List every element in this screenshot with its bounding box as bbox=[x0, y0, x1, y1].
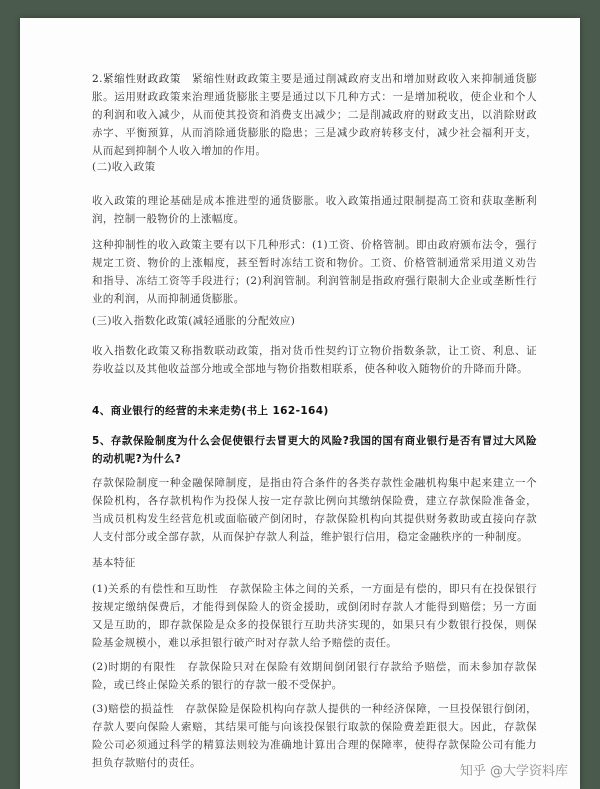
document-page bbox=[20, 18, 580, 789]
question-5: 5、存款保险制度为什么会促使银行去冒更大的风险?我国的国有商业银行是否有冒过大风险的动机呢?为什么? bbox=[92, 435, 537, 465]
heading-income-policy: (二)收入政策 bbox=[92, 161, 156, 173]
section-body: 紧缩性财政政策主要是通过削减政府支出和增加财政收入来抑制通货膨胀。运用财政政策来治理通货膨胀主要是通过以下几种方式：一是增加税收，使企业和个人的利润和收入减少，从而使其投资和消费支出减少；二是削减政府的财政支出，以消除财政赤字、平衡预算，从而消除通货膨胀的隐患；三是减少政府转移支付，减少社会福利开支，从而起到抑制个人收入增加的作用。 bbox=[92, 73, 537, 157]
feature-1: (1)关系的有偿性和互助性 存款保险主体之间的关系，一方面是有偿的，即只有在投保银行按规定缴纳保费后，才能得到保险人的资金援助，或倒闭时存款人才能得到赔偿；另一方面又是互助的，即存款保险是众多的投保银行互助共济实现的，如果只有少数银行投保，则保险基金规模小，难以承担银行破产时对存款人给予赔偿的责任。 bbox=[92, 583, 537, 649]
paragraph-income-policy-basis: 收入政策的理论基础是成本推进型的通货膨胀。收入政策指通过限制提高工资和获取垄断利润，控制一般物价的上涨幅度。 bbox=[92, 195, 537, 225]
feature-2: (2)时期的有限性 存款保险只对在保险有效期间倒闭银行存款给予赔偿，而未参加存款保险，或已终止保险关系的银行的存款一般不受保护。 bbox=[92, 661, 537, 691]
watermark: 知乎 @大学资料库 bbox=[459, 764, 568, 779]
section-title: 2.紧缩性财政政策 bbox=[92, 73, 181, 85]
heading-indexation-policy: (三)收入指数化政策(减轻通胀的分配效应) bbox=[92, 315, 296, 327]
section-contractionary-fiscal bbox=[92, 70, 537, 160]
paragraph-indexation-policy: 收入指数化政策又称指数联动政策，指对货币性契约订立物价指数条款，让工资、利息、证券收益以及其他收益部分地或全部地与物价指数相联系，使各种收入随物价的升降而升降。 bbox=[92, 345, 537, 375]
heading-basic-features: 基本特征 bbox=[92, 557, 136, 569]
question-4: 4、商业银行的经营的未来走势(书上 162-164) bbox=[92, 405, 329, 417]
paragraph-deposit-insurance-definition: 存款保险制度一种金融保障制度，是指由符合条件的各类存款性金融机构集中起来建立一个保险机构，各存款机构作为投保人按一定存款比例向其缴纳保险费，建立存款保险准备金，当成员机构发生经营危机或面临破产倒闭时，存款保险机构向其提供财务救助或直接向存款人支付部分或全部存款，从而保护存款人利益，维护银行信用，稳定金融秩序的一种制度。 bbox=[92, 477, 537, 543]
paragraph-income-policy-forms: 这种抑制性的收入政策主要有以下几种形式：(1)工资、价格管制。即由政府颁布法令，强行规定工资、物价的上涨幅度，甚至暂时冻结工资和物价。工资、价格管制通常采用道义劝告和指导、冻结工资等手段进行；(2)利润管制。利润管制是指政府强行限制大企业或垄断性行业的利润，从而抑制通货膨胀。 bbox=[92, 239, 537, 305]
feature-3: (3)赔偿的损益性 存款保险是保险机构向存款人提供的一种经济保障，一旦投保银行倒闭，存款人要向保险人索赔，其结果可能与向该投保银行取款的保险费差距很大。因此，存款保险公司必须通过科学的精算法则较为准确地计算出合理的保障率，使得存款保险公司有能力担负存款赔付的责任。 bbox=[92, 703, 537, 769]
